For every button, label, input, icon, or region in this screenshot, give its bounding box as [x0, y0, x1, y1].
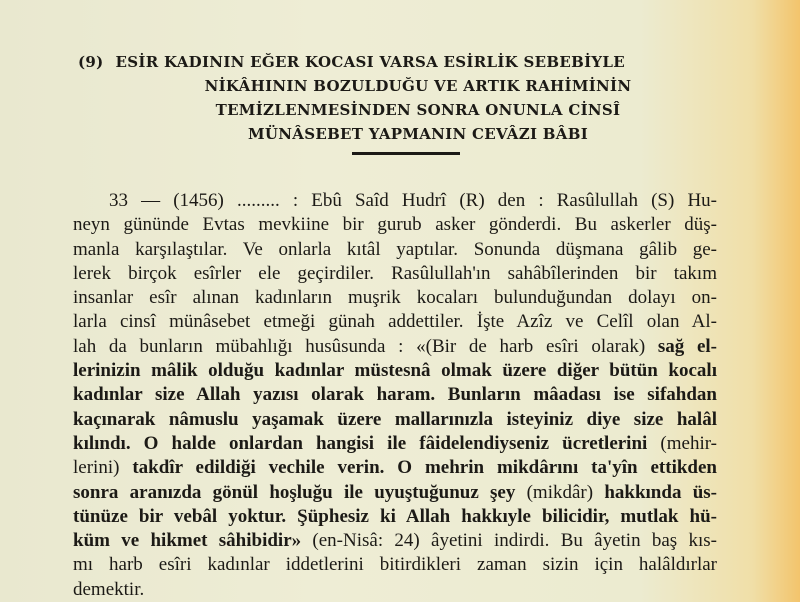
text-line: lah da bunların mübahlığı husûsunda : «(Bir de harb esîri olarak) sağ el- — [73, 335, 717, 357]
quran-quote-line: kılındı. O halde onlardan hangisi ile fâidelendiyseniz ücretlerini (mehir- — [73, 432, 717, 454]
quran-quote-line: küm ve hikmet sâhibidir» (en-Nisâ: 24) âyetini indirdi. Bu âyetin baş kıs- — [73, 530, 717, 552]
text-line: manla karşılaştılar. Ve onlarla kıtâl yaptılar. Sonunda düşmana gâlib ge- — [73, 238, 717, 260]
heading-divider — [352, 152, 460, 155]
quran-quote-line: tünüze bir vebâl yoktur. Şüphesiz ki Allah hakkıyle bilicidir, mutlak hü- — [73, 505, 717, 527]
heading-line-2: NİKÂHININ BOZULDUĞU VE ARTIK RAHİMİNİN — [204, 77, 632, 95]
text-line: 33 — (1456) ......... : Ebû Saîd Hudrî (R) den : Rasûlullah (S) Hu- — [109, 190, 717, 211]
text-line: lerek birçok esîrler ele geçirdiler. Rasûlullah'ın sahâbîlerinden bir takım — [73, 262, 717, 284]
heading-line-3: TEMİZLENMESİNDEN SONRA ONUNLA CİNSÎ — [215, 101, 621, 119]
text-line: insanlar esîr alınan kadınların muşrik kocaları bulunduğundan dolayı on- — [73, 287, 717, 309]
text-line: demektir. — [73, 578, 145, 600]
chapter-heading — [78, 50, 758, 146]
hadith-text — [73, 189, 717, 602]
quran-quote-line: sonra aranızda gönül hoşluğu ile uyuştuğunuz şey (mikdâr) hakkında üs- — [73, 481, 717, 503]
text-line: mı harb esîri kadınlar iddetlerini bitirdikleri zaman sizin için halâldırlar — [73, 554, 717, 576]
chapter-number: (9) — [78, 53, 104, 71]
quran-quote-line: lerini) takdîr edildiği vechile verin. O mehrin mikdârını ta'yîn ettikden — [73, 457, 717, 479]
text-line: neyn gününde Evtas mevkiine bir gurub asker gönderdi. Bu askerler düş- — [73, 214, 717, 236]
quran-quote-line: lerinizin mâlik olduğu kadınlar müstesnâ olmak üzere diğer bütün kocalı — [73, 360, 717, 382]
quran-quote-line: kadınlar size Allah yazısı olarak haram. Bunların mâadası ise sifahdan — [73, 384, 717, 406]
heading-line-1: (9) ESİR KADININ EĞER KOCASI VARSA ESİRLİK SEBEBİYLE — [78, 53, 625, 71]
quran-quote-line: kaçınarak nâmuslu yaşamak üzere mallarınızla isteyiniz diye size halâl — [73, 408, 717, 430]
text-line: larla cinsî münâsebet etmeği günah addettiler. İşte Azîz ve Celîl olan Al- — [73, 311, 717, 333]
heading-line-4: MÜNÂSEBET YAPMANIN CEVÂZI BÂBI — [247, 125, 589, 143]
